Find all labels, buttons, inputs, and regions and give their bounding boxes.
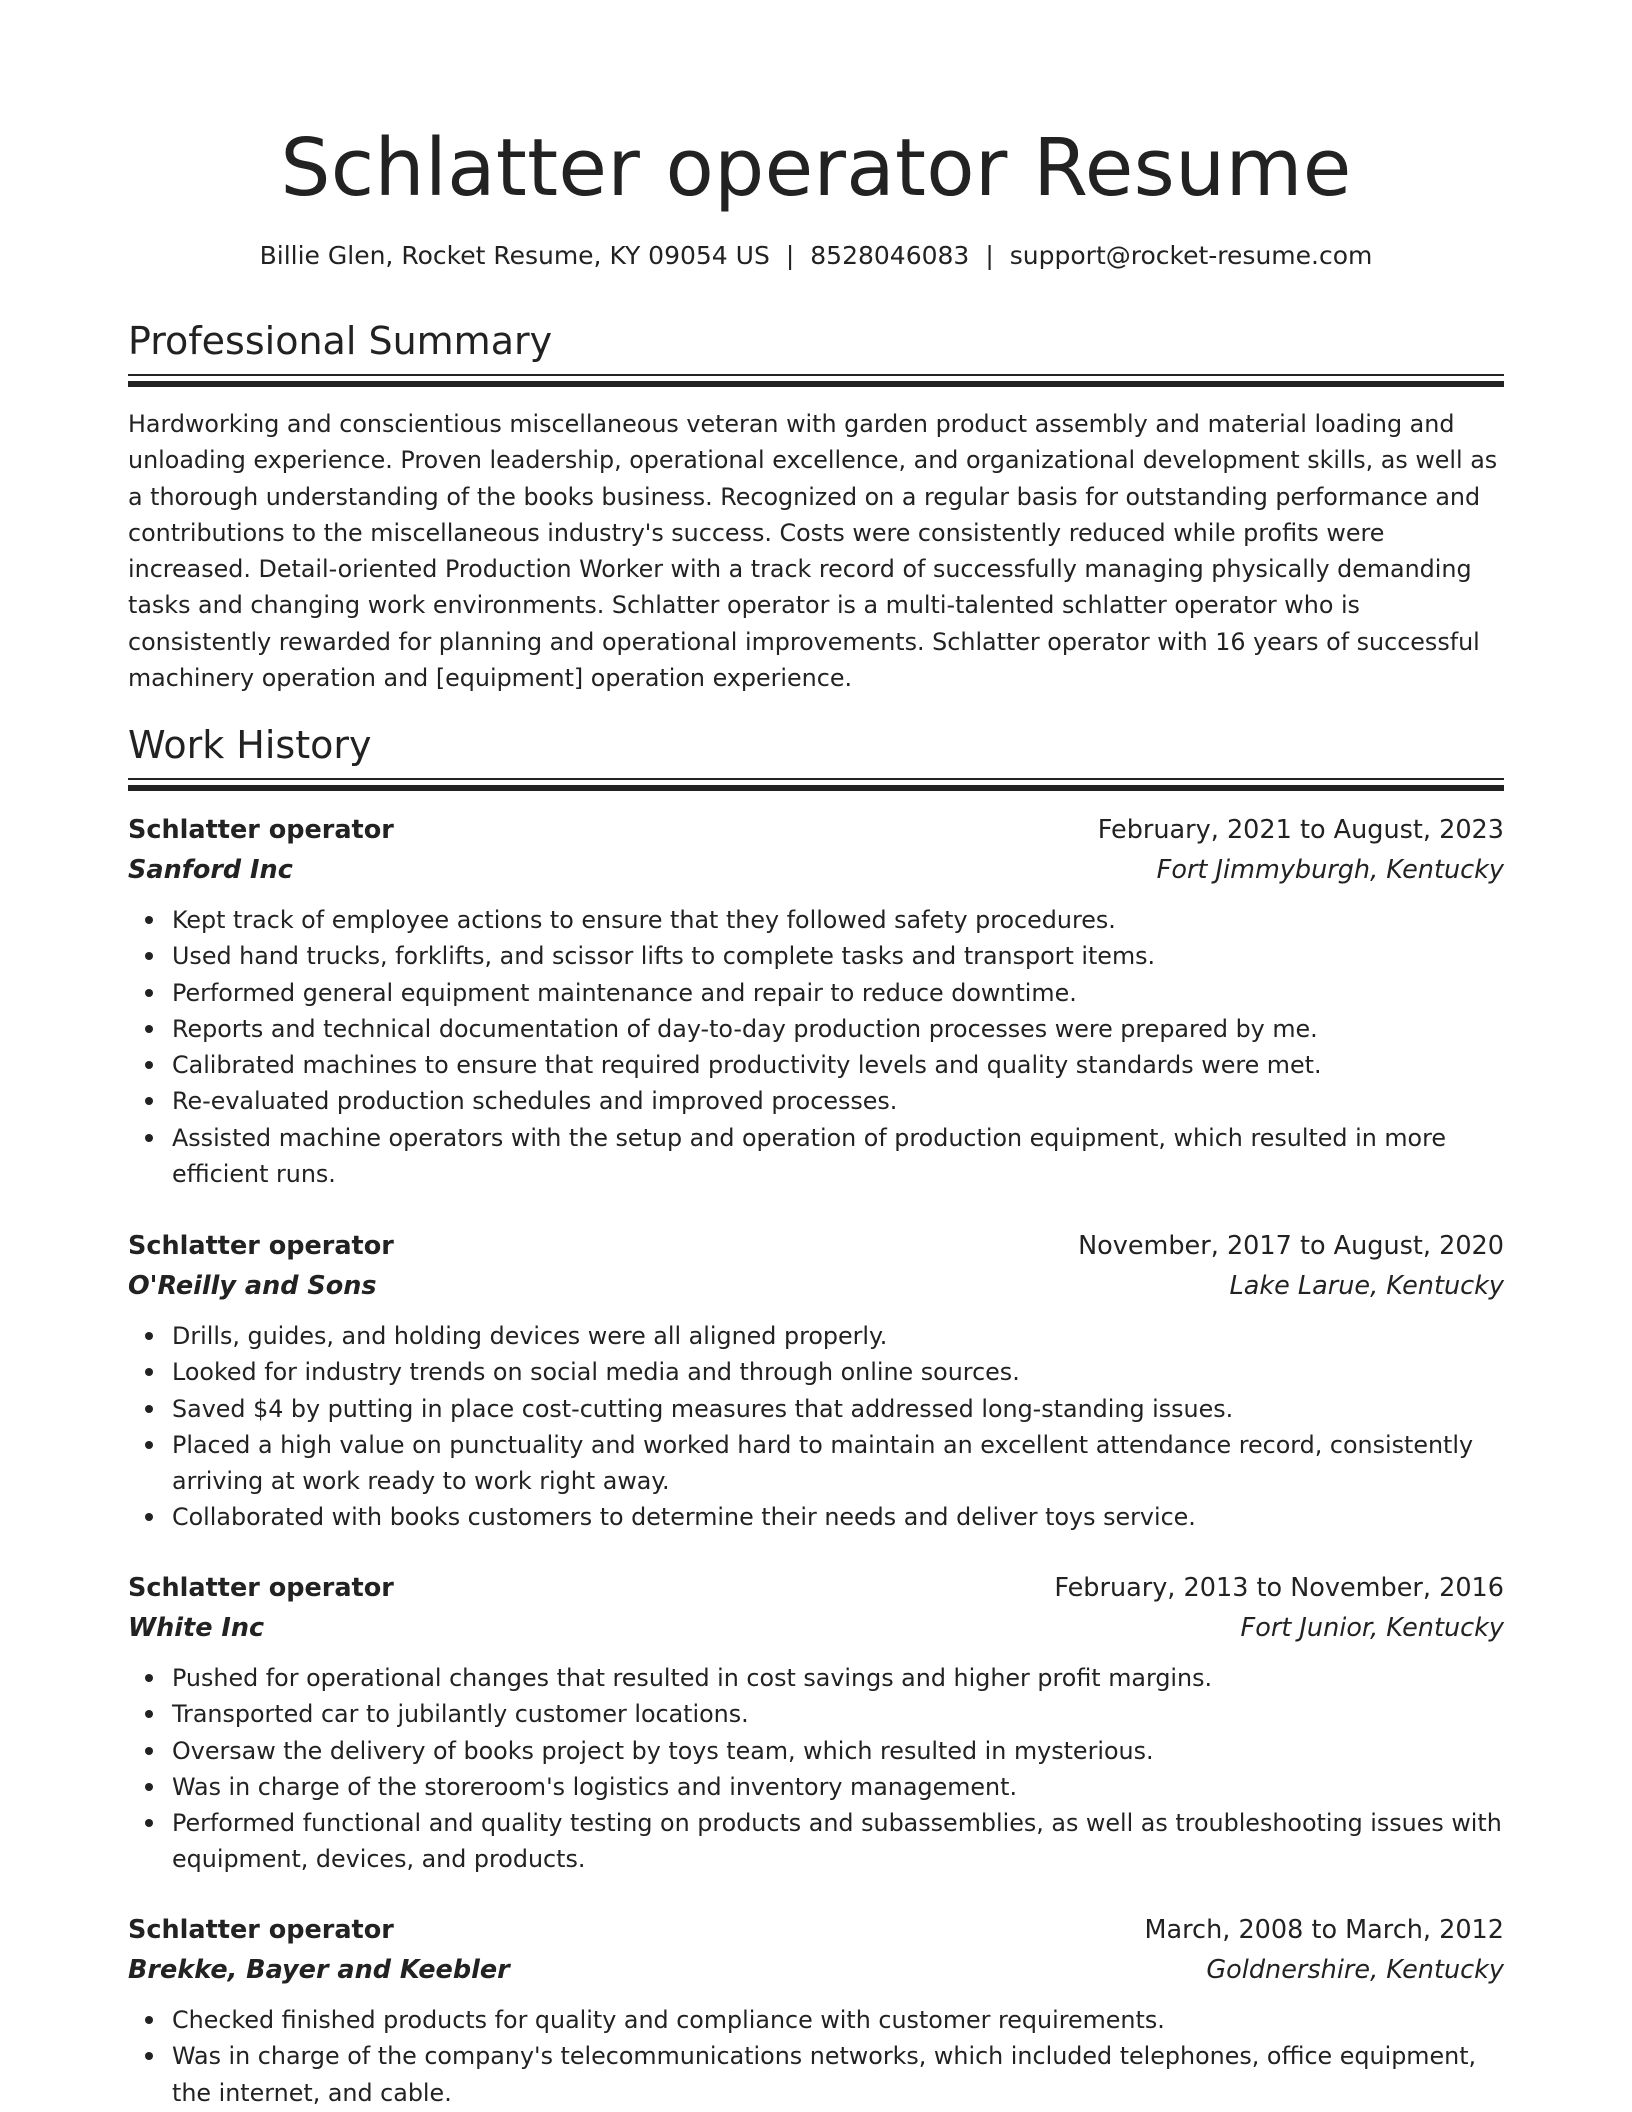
resume-title: Schlatter operator Resume (280, 122, 1352, 214)
duty-item: Collaborated with books customers to determine their needs and deliver toys service. (172, 1499, 1512, 1535)
contact-separator: | (985, 241, 994, 270)
duty-item: Drills, guides, and holding devices were all aligned properly. (172, 1318, 1512, 1354)
duty-item: Reports and technical documentation of day-to-day production processes were prepared by me. (172, 1011, 1512, 1047)
contact-address: Billie Glen, Rocket Resume, KY 09054 US (259, 241, 770, 270)
job-dates: March, 2008 to March, 2012 (1144, 1915, 1504, 1945)
job-company: White Inc (128, 1613, 265, 1643)
duty-item: Was in charge of the company's telecommunications networks, which included telephones, office equipment, the internet, and cable. (172, 2038, 1512, 2111)
job-company: O'Reilly and Sons (128, 1271, 377, 1301)
job-duties (128, 2002, 1504, 2111)
duty-item: Performed functional and quality testing on products and subassemblies, as well as troubleshooting issues with equipment, devices, and products. (172, 1805, 1512, 1878)
section-divider (128, 374, 1504, 388)
job-dates: February, 2013 to November, 2016 (1054, 1573, 1504, 1603)
duty-item: Placed a high value on punctuality and worked hard to maintain an excellent attendance record, consistently arriving at work ready to work right away. (172, 1427, 1512, 1500)
duty-item: Performed general equipment maintenance and repair to reduce downtime. (172, 975, 1512, 1011)
job-duties (128, 902, 1504, 1192)
contact-email: support@rocket-resume.com (1009, 241, 1373, 270)
section-divider (128, 778, 1504, 792)
duty-item: Checked finished products for quality and compliance with customer requirements. (172, 2002, 1512, 2038)
duty-item: Calibrated machines to ensure that required productivity levels and quality standards were met. (172, 1047, 1512, 1083)
job-entry (128, 1568, 1504, 1878)
job-title: Schlatter operator (128, 1231, 394, 1261)
duty-item: Saved $4 by putting in place cost-cutting measures that addressed long-standing issues. (172, 1391, 1512, 1427)
job-entry (128, 1226, 1504, 1536)
contact-line (128, 236, 1504, 276)
duty-item: Was in charge of the storeroom's logistics and inventory management. (172, 1769, 1512, 1805)
contact-separator: | (785, 241, 795, 270)
section-title-work-history: Work History (128, 723, 372, 767)
job-title: Schlatter operator (128, 815, 394, 845)
duty-item: Used hand trucks, forklifts, and scissor lifts to complete tasks and transport items. (172, 938, 1512, 974)
duty-item: Looked for industry trends on social media and through online sources. (172, 1354, 1512, 1390)
job-company: Brekke, Bayer and Keebler (128, 1955, 510, 1985)
job-duties (128, 1318, 1504, 1536)
summary-text: Hardworking and conscientious miscellaneous veteran with garden product assembly and material loading and unloading experience. Proven leadership, operational excellence, and organizational development skills, as well as a thorough understanding of the books business. Recognized on a regular basis for outstanding performance and contributions to the miscellaneous industry's success. Costs were consistently reduced while profits were increased. Detail-oriented Production Worker with a track record of successfully managing physically demanding tasks and changing work environments. Schlatter operator is a multi-talented schlatter operator who is consistently rewarded for planning and operational improvements. Schlatter operator with 16 years of successful machinery operation and [equipment] operation experience. (128, 410, 1498, 693)
section-title-summary: Professional Summary (128, 319, 553, 363)
job-title: Schlatter operator (128, 1573, 394, 1603)
job-dates: February, 2021 to August, 2023 (1097, 815, 1504, 845)
job-entry (128, 810, 1504, 1192)
duty-item: Pushed for operational changes that resulted in cost savings and higher profit margins. (172, 1660, 1512, 1696)
duty-item: Oversaw the delivery of books project by toys team, which resulted in mysterious. (172, 1733, 1512, 1769)
job-company: Sanford Inc (128, 855, 293, 885)
duty-item: Re-evaluated production schedules and improved processes. (172, 1083, 1512, 1119)
job-entry (128, 1910, 1504, 2111)
duty-item: Kept track of employee actions to ensure that they followed safety procedures. (172, 902, 1512, 938)
job-duties (128, 1660, 1504, 1878)
contact-phone: 8528046083 (810, 241, 970, 270)
job-location: Fort Junior, Kentucky (1240, 1613, 1504, 1643)
job-location: Goldnershire, Kentucky (1206, 1955, 1504, 1985)
job-location: Fort Jimmyburgh, Kentucky (1156, 855, 1504, 885)
job-dates: November, 2017 to August, 2020 (1078, 1231, 1504, 1261)
job-location: Lake Larue, Kentucky (1229, 1271, 1504, 1301)
duty-item: Assisted machine operators with the setup and operation of production equipment, which resulted in more efficient runs. (172, 1120, 1512, 1193)
duty-item: Transported car to jubilantly customer locations. (172, 1696, 1512, 1732)
job-title: Schlatter operator (128, 1915, 394, 1945)
